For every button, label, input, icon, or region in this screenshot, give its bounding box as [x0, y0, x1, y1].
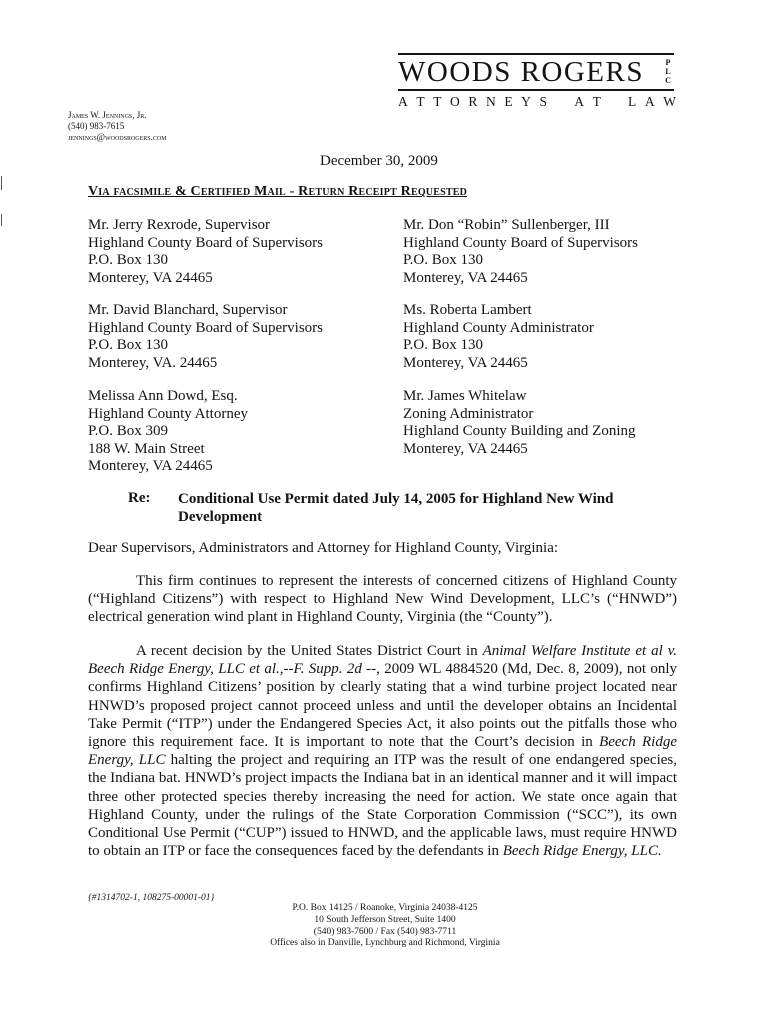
address-line: Monterey, VA 24465 [403, 269, 528, 286]
letter-date: December 30, 2009 [320, 153, 438, 169]
tagline-letter: A [398, 94, 408, 109]
plc-letter: L [665, 67, 671, 76]
paragraph-text: halting the project and requiring an ITP was the result of one endangered species, the Indiana bat. HNWD’s project impacts the Indiana bat in an identical manner and it will impact three other protected species thereby increasing the need for action. We state once again that Highland County, under the rulings of the State Corporation Commission (“SCC”), its own Conditional Use Permit (“CUP”) issued to HNWD, and the applicable laws, must require HNWD to obtain an ITP or face the consequences faced by the defendants in [88, 752, 677, 860]
scan-mark [1, 214, 2, 226]
scan-mark [1, 176, 2, 190]
plc-letter: C [665, 76, 671, 85]
address-line: 188 W. Main Street [88, 440, 205, 457]
address-line: Monterey, VA 24465 [403, 354, 528, 371]
address-line: Highland County Attorney [88, 405, 248, 422]
re-label: Re: [128, 490, 151, 506]
plc-mark [664, 58, 672, 85]
address-line: Highland County Board of Supervisors [88, 319, 323, 336]
sender-phone: (540) 983-7615 [68, 121, 125, 131]
address-line: Mr. James Whitelaw [403, 388, 527, 404]
letterhead-bottom-rule [398, 89, 674, 91]
sender-email: jennings@woodsrogers.com [68, 132, 167, 142]
address-line: Highland County Administrator [403, 319, 594, 336]
tagline-letter: N [485, 94, 496, 109]
address-line: Mr. David Blanchard, Supervisor [88, 302, 288, 318]
address-line: Ms. Roberta Lambert [403, 302, 532, 318]
sender-name: James W. Jennings, Jr. [68, 110, 147, 120]
address-line: Monterey, VA 24465 [88, 269, 213, 286]
tagline-letter: A [644, 94, 655, 109]
address-line: P.O. Box 130 [403, 337, 484, 354]
recipient-address [88, 217, 323, 287]
tagline-letter: A [574, 94, 584, 109]
paragraph-text: A recent decision by the United States District Court in [136, 643, 483, 659]
address-line: Monterey, VA 24465 [88, 458, 213, 475]
address-line: P.O. Box 130 [88, 337, 169, 354]
salutation: Dear Supervisors, Administrators and Attorney for Highland County, Virginia: [88, 540, 559, 556]
tagline-letter: R [468, 94, 478, 109]
case-citation: Beech Ridge Energy, LLC. [502, 843, 662, 860]
paragraph-text: , 2009 WL 4884520 (Md, Dec. 8, 2009), not only confirms Highland Citizens’ position by clearly stating that a wind turbine project located near HNWD’s proposed project cannot proceed unless and until the developer obtains an Incidental Take Permit (“ITP”) under the Endangered Species Act, it also points out the pitfalls those who ignore this requirement face. It is important to note that the Court’s decision in [88, 661, 677, 751]
body-paragraph: This firm continues to represent the interests of concerned citizens of Highland County (“Highland Citizens”) with respect to Highland New Wind Development, LLC’s (“HNWD”) electrical generation wind plant in Highland County, Virginia (the “County”). [88, 573, 677, 626]
address-line: Highland County Board of Supervisors [403, 234, 638, 251]
tagline-letter: Y [521, 94, 531, 109]
address-line: Highland County Board of Supervisors [88, 234, 323, 251]
footer-line: P.O. Box 14125 / Roanoke, Virginia 24038-4125 [292, 903, 478, 913]
address-line: Melissa Ann Dowd, Esq. [88, 388, 238, 404]
address-line: Monterey, VA. 24465 [88, 354, 218, 371]
recipient-address [403, 388, 636, 458]
address-line: Monterey, VA 24465 [403, 440, 528, 457]
tagline-letter: O [450, 94, 460, 109]
address-line: Zoning Administrator [403, 405, 534, 422]
tagline-letter: E [504, 94, 513, 109]
firm-tagline [398, 94, 676, 110]
footer-line: Offices also in Danville, Lynchburg and Richmond, Virginia [270, 938, 500, 949]
body-paragraph [88, 642, 677, 860]
document-id: {#1314702-1, 108275-00001-01} [88, 893, 215, 903]
tagline-letter: W [663, 94, 676, 109]
address-line: Mr. Jerry Rexrode, Supervisor [88, 217, 271, 233]
sender-block [68, 110, 167, 143]
recipient-address [88, 388, 248, 476]
re-subject: Conditional Use Permit dated July 14, 2005 for Highland New Wind Development [178, 491, 614, 525]
footer-line: 10 South Jefferson Street, Suite 1400 [314, 914, 456, 925]
letterhead-top-rule [398, 53, 674, 55]
case-citation: Animal Welfare Institute et al v. Beech Ridge Energy, LLC et al.,--F. Supp. 2d -- [88, 643, 677, 678]
recipient-address [403, 302, 594, 372]
tagline-letter: T [433, 94, 442, 109]
recipient-address [88, 302, 323, 372]
address-line: Mr. Don “Robin” Sullenberger, III [403, 217, 610, 233]
delivery-method: Via facsimile & Certified Mail - Return Receipt Requested [88, 184, 468, 199]
recipient-address [403, 217, 638, 287]
address-line: P.O. Box 309 [88, 423, 169, 440]
tagline-letter: L [628, 94, 637, 109]
address-line: Highland County Building and Zoning [403, 423, 636, 440]
plc-letter: P [665, 58, 671, 67]
tagline-letter: S [539, 94, 548, 109]
address-line: P.O. Box 130 [403, 252, 484, 269]
letterhead-footer [200, 903, 570, 950]
footer-line: (540) 983-7600 / Fax (540) 983-7711 [313, 926, 457, 937]
tagline-letter: T [416, 94, 425, 109]
address-line: P.O. Box 130 [88, 252, 169, 269]
firm-name: WOODS ROGERS [398, 56, 644, 88]
tagline-letter: T [592, 94, 601, 109]
case-citation: Beech Ridge Energy, LLC [88, 734, 678, 769]
